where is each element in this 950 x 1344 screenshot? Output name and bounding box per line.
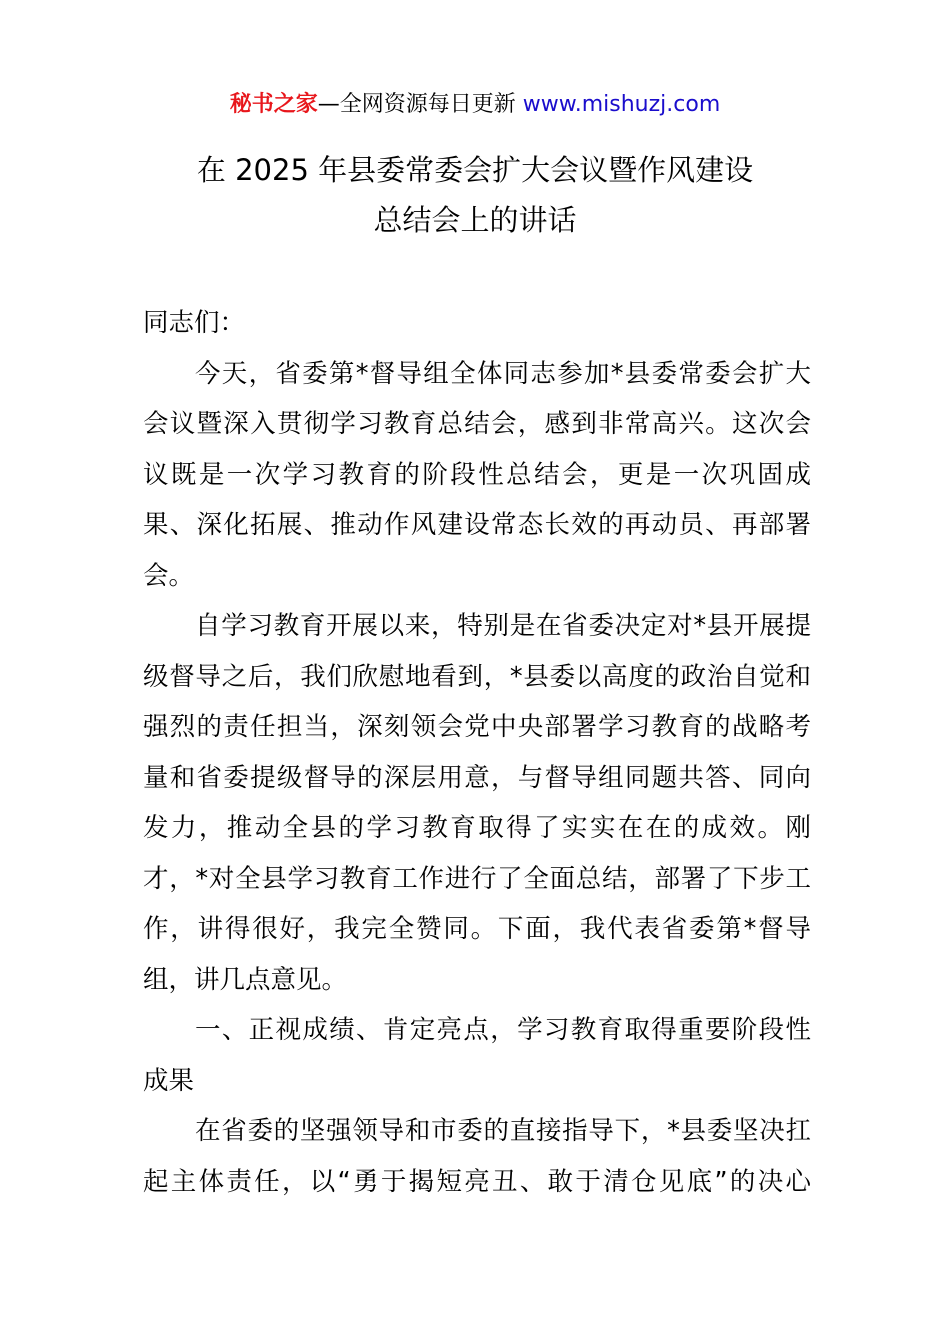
text-line: 量和省委提级督导的深层用意，与督导组同题共答、同向 (143, 762, 811, 793)
document-title-line-2: 总结会上的讲话 (373, 203, 577, 237)
text-line: 议既是一次学习教育的阶段性总结会，更是一次巩固成 (143, 459, 811, 490)
text-line: 强烈的责任担当，深刻领会党中央部署学习教育的战略考 (143, 712, 811, 742)
text-line: 在省委的坚强领导和市委的直接指导下，*县委坚决扛 (195, 1116, 811, 1146)
text-line: 作，讲得很好，我完全赞同。下面，我代表省委第*督导 (143, 914, 811, 944)
text-line: 级督导之后，我们欣慰地看到，*县委以高度的政治自觉和 (143, 661, 811, 692)
text-line: 会议暨深入贯彻学习教育总结会，感到非常高兴。这次会 (143, 409, 811, 439)
text-line: 一、正视成绩、肯定亮点，学习教育取得重要阶段性 (195, 1015, 811, 1045)
document-title-line-1: 在 2025 年县委常委会扩大会议暨作风建设 (196, 153, 754, 187)
text-line: 成果 (143, 1065, 195, 1096)
text-line: 发力，推动全县的学习教育取得了实实在在的成效。刚 (143, 813, 811, 843)
site-banner (0, 88, 950, 122)
text-line: 才，*对全县学习教育工作进行了全面总结，部署了下步工 (143, 863, 811, 894)
text-line: 自学习教育开展以来，特别是在省委决定对*县开展提 (195, 611, 811, 641)
site-url-link[interactable]: www.mishuzj.com (522, 92, 721, 117)
text-line: 会。 (143, 560, 195, 591)
text-line: 组，讲几点意见。 (143, 964, 348, 995)
document-body (143, 298, 811, 1207)
text-line: 果、深化拓展、推动作风建设常态长效的再动员、再部署 (143, 510, 811, 540)
text-line: 起主体责任，以“勇于揭短亮丑、敢于清仓见底”的决心 (143, 1166, 811, 1197)
salutation: 同志们： (143, 308, 246, 338)
text-line: 今天，省委第*督导组全体同志参加*县委常委会扩大 (195, 358, 811, 389)
site-tagline: —全网资源每日更新 (317, 92, 523, 117)
body-text (143, 349, 811, 1208)
site-brand: 秘书之家 (229, 92, 318, 117)
